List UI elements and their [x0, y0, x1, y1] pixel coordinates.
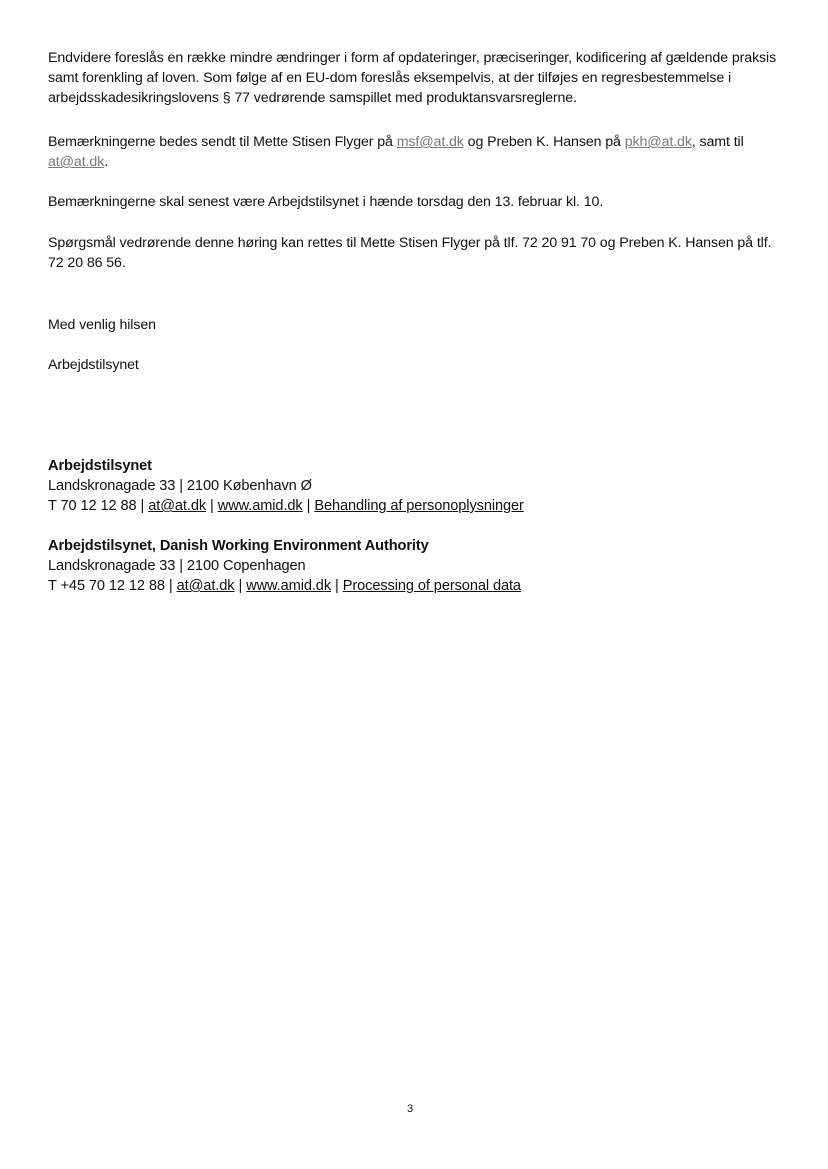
- footer-danish: [48, 456, 788, 516]
- paragraph-questions: Spørgsmål vedrørende denne høring kan rettes til Mette Stisen Flyger på tlf. 72 20 91 70 og Preben K. Hansen på tlf. 72 20 86 56.: [48, 235, 772, 271]
- email-link-at[interactable]: at@at.dk: [48, 154, 105, 170]
- paragraph-amendments: Endvidere foreslås en række mindre ændringer i form af opdateringer, præciseringer, kodificering af gældende praksis samt forenkling af loven. Som følge af en EU-dom foreslås eksempelvis, at der tilføjes en regresbestemmelse i arbejdsskadesikringslovens § 77 vedrørende samspillet med produktansvarsreglerne.: [48, 50, 777, 106]
- footer-da-separator: |: [210, 498, 214, 514]
- footer-da-contact-line: [48, 496, 788, 516]
- footer-en-contact-line: [48, 576, 788, 596]
- page-number: 3: [406, 1103, 414, 1115]
- footer-en-email-link[interactable]: at@at.dk: [176, 578, 235, 594]
- send-comments-text-d: .: [104, 154, 109, 170]
- send-comments-text-b: og Preben K. Hansen på: [463, 134, 625, 150]
- send-comments-text-c: , samt til: [691, 134, 744, 150]
- greeting: Med venlig hilsen: [48, 317, 156, 333]
- footer-da-title: Arbejdstilsynet: [48, 458, 152, 474]
- signature: Arbejdstilsynet: [48, 357, 139, 373]
- footer-en-privacy-link[interactable]: Processing of personal data: [342, 578, 521, 594]
- send-comments-text-a: Bemærkningerne bedes sendt til Mette Stisen Flyger på: [48, 134, 397, 150]
- paragraph-deadline: Bemærkningerne skal senest være Arbejdstilsynet i hænde torsdag den 13. februar kl. 10.: [48, 194, 604, 210]
- footer-da-separator: |: [140, 498, 145, 514]
- footer-da-separator: |: [306, 498, 311, 514]
- footer-en-address: Landskronagade 33 | 2100 Copenhagen: [48, 558, 306, 574]
- email-link-msf[interactable]: msf@at.dk: [396, 134, 464, 150]
- footer-da-privacy-link[interactable]: Behandling af personoplysninger: [314, 498, 524, 514]
- footer-da-email-link[interactable]: at@at.dk: [148, 498, 207, 514]
- footer-english: [48, 536, 788, 596]
- footer-en-separator: |: [238, 578, 243, 594]
- footer-da-website-link[interactable]: www.amid.dk: [217, 498, 303, 514]
- footer-da-address: Landskronagade 33 | 2100 København Ø: [48, 478, 312, 494]
- footer-en-separator: |: [168, 578, 173, 594]
- footer-da-phone: T 70 12 12 88: [48, 498, 137, 514]
- footer-en-website-link[interactable]: www.amid.dk: [246, 578, 332, 594]
- paragraph-send-comments: [48, 132, 788, 172]
- footer-en-separator: |: [335, 578, 339, 594]
- email-link-pkh[interactable]: pkh@at.dk: [624, 134, 692, 150]
- footer-en-title: Arbejdstilsynet, Danish Working Environment Authority: [48, 538, 429, 554]
- footer-en-phone: T +45 70 12 12 88: [48, 578, 165, 594]
